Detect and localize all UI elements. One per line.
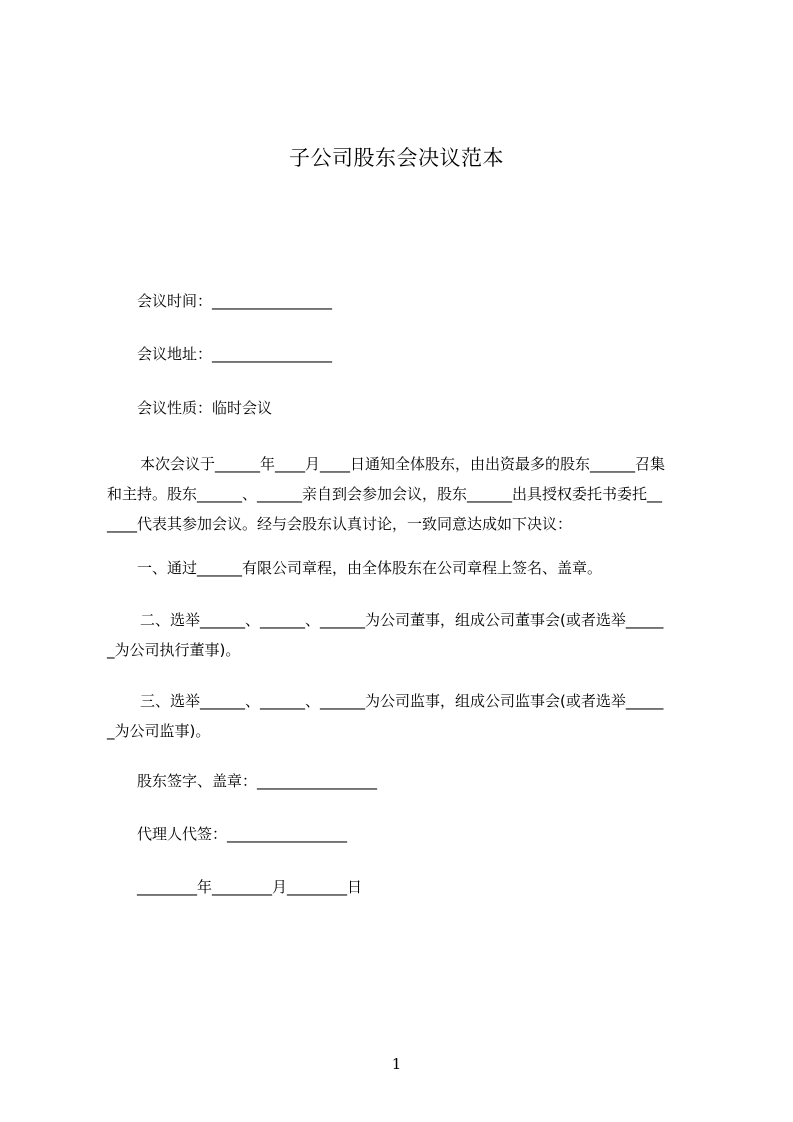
resolution-3-line-2: _为公司监事)。 (107, 722, 211, 740)
resolution-2 (107, 605, 663, 665)
intro-line-1: 本次会议于______年____月____日通知全体股东，由出资最多的股东______召集 (140, 455, 666, 473)
agent-signature: 代理人代签：________________ (137, 825, 348, 843)
shareholder-signature: 股东签字、盖章：________________ (137, 772, 378, 790)
document-title: 子公司股东会决议范本 (289, 146, 504, 170)
resolution-2-line-1: 二、选举______、______、______为公司董事，组成公司董事会(或者选举_____ (140, 611, 664, 629)
date-line: ________年________月________日 (137, 878, 363, 896)
meeting-place: 会议地址：________________ (137, 345, 333, 363)
intro-paragraph (107, 449, 665, 539)
resolution-3-line-1: 三、选举______、______、______为公司监事，组成公司监事会(或者选举_____ (140, 692, 664, 710)
resolution-3 (107, 686, 663, 746)
resolution-2-line-2: _为公司执行董事)。 (107, 641, 241, 659)
intro-line-2: 和主持。股东______、______亲自到会参加会议，股东______出具授权委托书委托__ (107, 485, 663, 503)
page-number: 1 (391, 1055, 402, 1073)
resolution-1: 一、通过______有限公司章程，由全体股东在公司章程上签名、盖章。 (137, 559, 603, 577)
meeting-time: 会议时间：________________ (137, 292, 333, 310)
intro-line-3: ____代表其参加会议。经与会股东认真讨论，一致同意达成如下决议： (107, 515, 573, 533)
meeting-nature: 会议性质：临时会议 (137, 399, 273, 417)
